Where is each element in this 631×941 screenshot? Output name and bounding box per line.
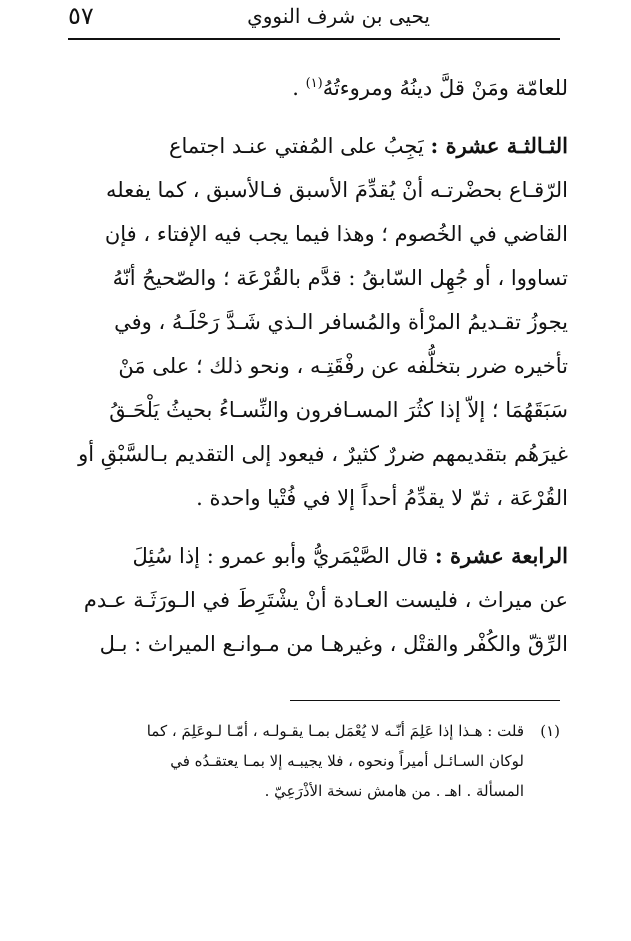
main-text — [68, 66, 568, 666]
text-line — [68, 534, 568, 578]
footnote-separator — [290, 700, 560, 701]
footnote-text: المسألة . اهـ . من هامش نسخة الأذْرَعِيّ . — [264, 782, 524, 800]
footnote-marker: (١) — [540, 722, 560, 740]
text-line: تأخيره ضرر بتخلُّفه عن رفْقَتِـه ، ونحو ذلك ؛ على مَنْ — [118, 354, 568, 378]
footnote — [60, 716, 560, 806]
footnote-text: لوكان السـائـل أميراً ونحوه ، فلا يجيبـه إلا بمـا يعتقـدُه في — [170, 752, 524, 770]
page-number: ٥٧ — [68, 2, 94, 30]
intro-text: للعامّة ومَنْ قلَّ دينُهُ ومروءتُهُ — [322, 76, 568, 100]
footnote-line — [60, 746, 560, 776]
text-line: الرّقـاع بحضْرتـه أنْ يُقدِّمَ الأسبق فـالأسبق ، كما يفعله — [106, 178, 568, 202]
text-line: غيرَهُم بتقديمهم ضررٌ كثيرٌ ، فيعود إلى التقديم بـالسَّبْقِ أو — [78, 442, 568, 466]
footnote-line — [60, 716, 560, 746]
footnote-reference[interactable]: (١) — [305, 76, 323, 91]
text-line: القاضي في الخُصوم ؛ وهذا فيما يجب فيه الإفتاء ، فإن — [104, 222, 568, 246]
footnote-text: قلت : هـذا إذا عَلِمَ أنّـه لا يُعْمَل بمـا يقـولـه ، أمّـا لـوعَلِمَ ، كما — [146, 722, 524, 740]
text-line: يجوزُ تقـديمُ المرْأة والمُسافر الـذي شَـدَّ رَحْلَـهُ ، وفي — [114, 310, 568, 334]
text-line — [68, 66, 568, 110]
page-header — [68, 2, 560, 40]
section-heading-13: الثـالثـة عشرة : — [430, 133, 568, 158]
text-line — [68, 124, 568, 168]
text-line: الرِّقّ والكُفْر والقتْل ، وغيرهـا من مـوانـع الميراث : بـل — [99, 632, 568, 656]
text-line: القُرْعَة ، ثمّ لا يقدِّمُ أحداً إلا في فُتْيا واحدة . — [196, 486, 568, 510]
text-line: سَبَقَهُمَا ؛ إلاّ إذا كثُرَ المسـافرون والنِّسـاءُ بحيثُ يَلْحَـقُ — [109, 398, 568, 422]
text-line: عن ميراث ، فليست العـادة أنْ يشْتَرِطَ في الـورَثَـة عـدم — [83, 588, 568, 612]
text-line: تساووا ، أو جُهِل السّابقُ : قدَّم بالقُرْعَة ؛ والصّحيحُ أنّهُ — [112, 266, 568, 290]
section-text: يَجِبُ على المُفتي عنـد اجتماع — [169, 134, 424, 158]
running-title: يحيى بن شرف النووي — [247, 4, 430, 28]
intro-end: . — [292, 76, 306, 100]
footnote-line — [60, 776, 560, 806]
section-heading-14: الرابعة عشرة : — [434, 543, 568, 568]
section-text: قال الصَّيْمَريُّ وأبو عمرو : إذا سُئِلَ — [132, 544, 429, 568]
